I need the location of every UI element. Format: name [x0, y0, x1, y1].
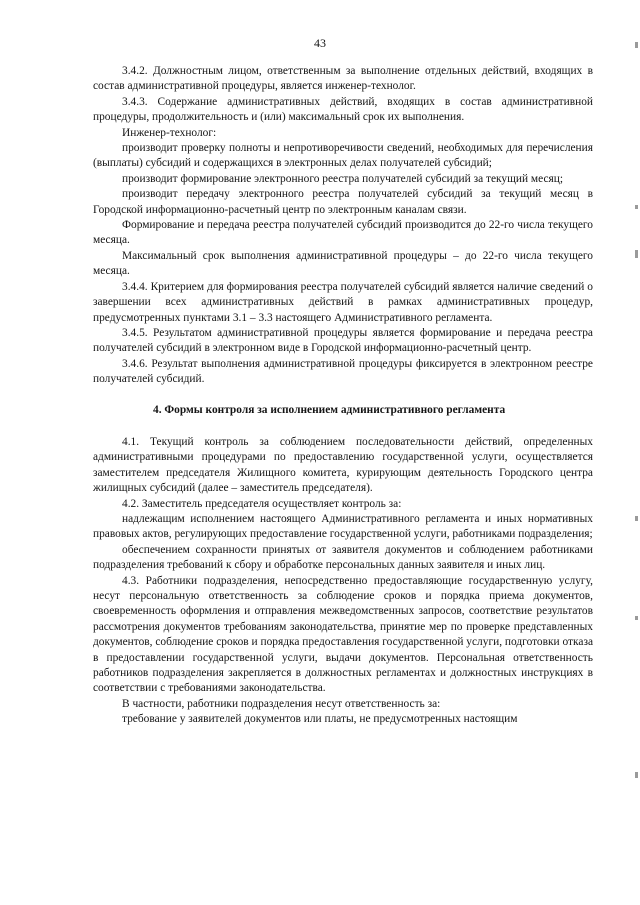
paragraph-3-4-6: 3.4.6. Результат выполнения административной процедуры фиксируется в электронном реестре получателей субсидий.: [93, 357, 593, 386]
paragraph-3-4-5: 3.4.5. Результатом административной процедуры является формирование и передача реестра получателей субсидий в электронном виде в Городской информационно-расчетный центр.: [93, 326, 593, 355]
paragraph-max-duration: Максимальный срок выполнения административной процедуры – до 22-го числа текущего месяца.: [93, 249, 593, 278]
paragraph-form-registry: производит формирование электронного реестра получателей субсидий за текущий месяц;: [122, 172, 564, 185]
document-body: [93, 64, 593, 728]
heading-spacer-bottom: [93, 418, 593, 435]
heading-spacer-top: [93, 388, 593, 403]
scan-edge-mark: [635, 205, 638, 209]
scan-edge-mark: [635, 42, 638, 48]
paragraph-registry-deadline: Формирование и передача реестра получателей субсидий производится до 22-го числа текущего месяца.: [93, 219, 593, 247]
scan-edge-mark: [635, 516, 638, 521]
paragraph-control-execution: надлежащим исполнением настоящего Административного регламента и иных нормативных правовых актов, регулирующих предоставление государственной услуги, работниками подразделения;: [93, 512, 593, 541]
paragraph-responsibility-item: требование у заявителей документов или платы, не предусмотренных настоящим: [122, 713, 518, 726]
scan-edge-mark: [635, 772, 638, 778]
paragraph-engineer-label: Инженер-технолог:: [122, 126, 217, 139]
paragraph-3-4-2: 3.4.2. Должностным лицом, ответственным за выполнение отдельных действий, входящих в состав административной процедуры, является инженер-технолог.: [93, 65, 593, 93]
paragraph-3-4-3: 3.4.3. Содержание административных действий, входящих в состав административной процедуры, продолжительность и (или) максимальный срок их выполнения.: [93, 95, 593, 124]
paragraph-3-4-4: 3.4.4. Критерием для формирования реестра получателей субсидий является наличие сведений о завершении всех административных действий в рамках административных процедур, предусмотренных пунктами 3.1 – 3.3 настоящего Административного регламента.: [93, 280, 593, 324]
page-number: 43: [314, 36, 326, 50]
scan-edge-mark: [635, 250, 638, 258]
paragraph-control-safekeeping: обеспечением сохранности принятых от заявителя документов и соблюдением работниками подразделения требований к сбору и обработке персональных данных заявителя и иных лиц.: [93, 543, 593, 572]
paragraph-4-3: 4.3. Работники подразделения, непосредственно предоставляющие государственную услугу, несут персональную ответственность за соблюдение сроков и порядка приема документов, своевременность оформления и отправления межведомственных запросов, соответствие результатов рассмотрения документов требованиям законодательства, принятие мер по проверке представленных документов, соблюдение сроков и порядка предоставления государственной услуги, подготовки отказа в предоставлении государственной услуги, выдачи документов. Персональная ответственность работников подразделения закрепляется в должностных регламентах и должностных инструкциях в соответствии с требованиями законодательства.: [93, 574, 593, 695]
section-heading: 4. Формы контроля за исполнением административного регламента: [153, 403, 506, 416]
paragraph-check-completeness: производит проверку полноты и непротиворечивости сведений, необходимых для перечисления (выплаты) субсидий и содержащихся в электронных делах получателей субсидий;: [93, 142, 593, 170]
paragraph-4-1: 4.1. Текущий контроль за соблюдением последовательности действий, определенных административными процедурами по предоставлению государственной услуги, осуществляется заместителем председателя Жилищного комитета, курирующим деятельность Городского центра жилищных субсидий (далее – заместитель председателя).: [93, 435, 593, 495]
paragraph-4-2: 4.2. Заместитель председателя осуществляет контроль за:: [122, 497, 402, 510]
scan-edge-mark: [635, 616, 638, 620]
paragraph-transfer-registry: производит передачу электронного реестра получателей субсидий за текущий месяц в Городской информационно-расчетный центр по электронным каналам связи.: [93, 188, 593, 216]
paragraph-responsibility-intro: В частности, работники подразделения несут ответственность за:: [122, 697, 441, 710]
